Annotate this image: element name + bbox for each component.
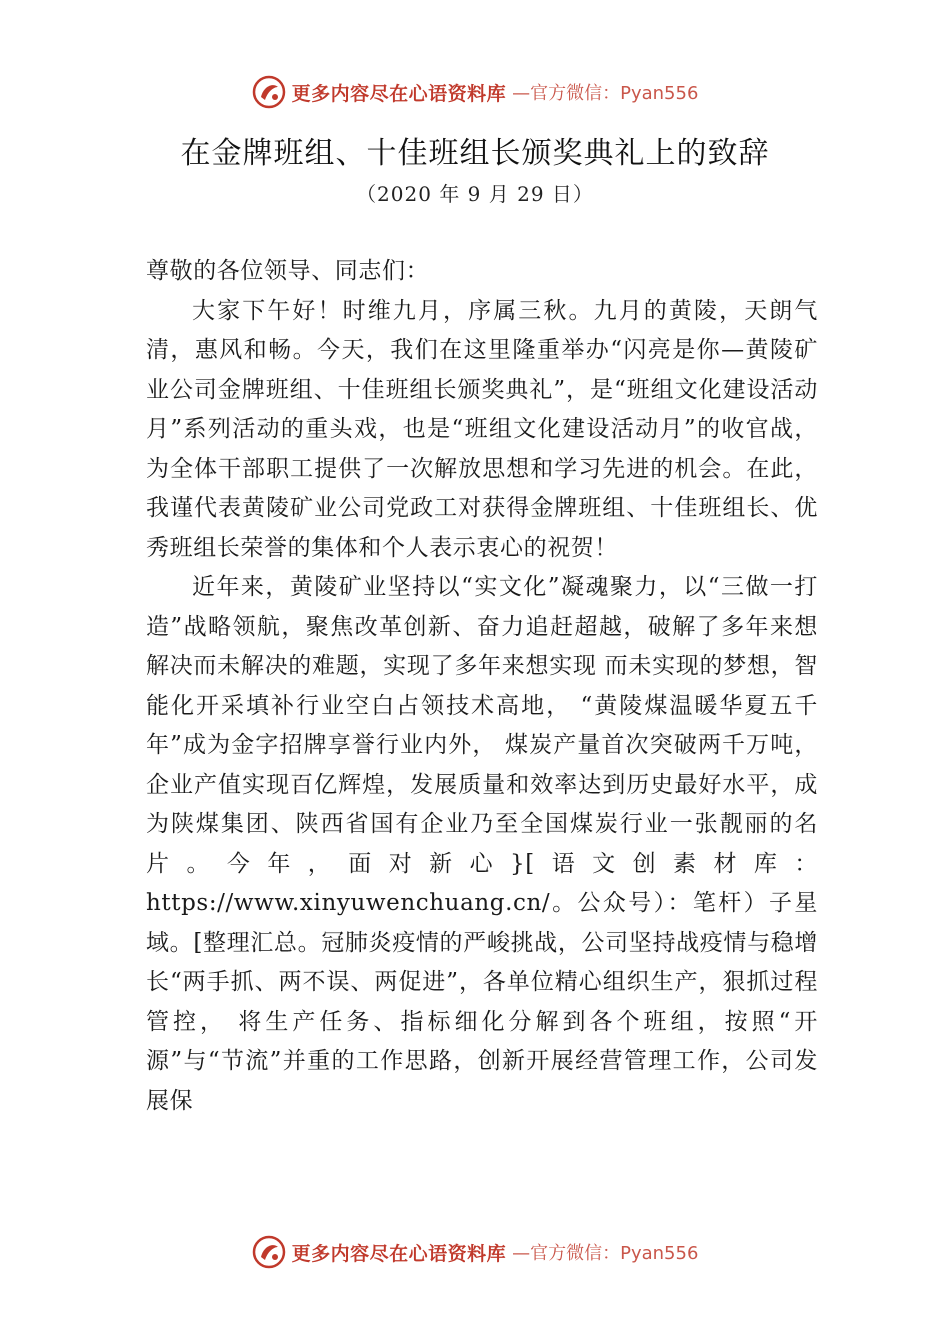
banner-wechat-text: —官方微信：Pyan556 bbox=[512, 83, 699, 104]
banner-library-text: 更多内容尽在心语资料库 bbox=[291, 82, 507, 105]
paragraph-2: 近年来，黄陵矿业坚持以“实文化”凝魂聚力，以“三做一打造”战略领航，聚焦改革创新、奋力追赶超越，破解了多年来想解决而未解决的难题，实现了多年来想实现 而未实现的梦想，智能化开采填补行业空白占领技术高地， “黄陵煤温暖华夏五千年”成为金字招牌享誉行业内外， 煤炭产量首次突破两千万吨，企业产值实现百亿辉煌，发展质量和效率达到历史最好水平，成为陕煤集团、陕西省国有企业乃至全国煤炭行业一张靓丽的名片。今年，面对新心}[语文创素材库：https://www.xinyuwenchuang.cn/。公众号）：笔杆）子星域。[整理汇总。冠肺炎疫情的严峻挑战，公司坚持战疫情与稳增长“两手抓、两不误、两促进”，各单位精心组织生产，狠抓过程管控， 将生产任务、指标细化分解到各个班组，按照“开源”与“节流”并重的工作思路，创新开展经营管理工作，公司发展保 bbox=[146, 574, 818, 1114]
document-date: （2020 年 9 月 29 日） bbox=[356, 182, 594, 206]
header-banner bbox=[0, 72, 950, 112]
footer-banner bbox=[0, 1232, 950, 1272]
document-body bbox=[146, 252, 818, 1121]
paragraph-1: 大家下午好！时维九月，序属三秋。九月的黄陵，天朗气清，惠风和畅。今天，我们在这里隆重举办“闪亮是你—黄陵矿业公司金牌班组、十佳班组长颁奖典礼”，是“班组文化建设活动月”系列活动的重头戏，也是“班组文化建设活动月”的收官战，为全体干部职工提供了一次解放思想和学习先进的机会。在此，我谨代表黄陵矿业公司党政工对获得金牌班组、十佳班组长、优秀班组长荣誉的集体和个人表示衷心的祝贺！ bbox=[146, 297, 818, 561]
banner-wechat-text: —官方微信：Pyan556 bbox=[512, 1243, 699, 1264]
brand-logo-icon bbox=[252, 1235, 286, 1269]
brand-logo-icon bbox=[252, 75, 286, 109]
banner-library-text: 更多内容尽在心语资料库 bbox=[291, 1242, 507, 1265]
document-title: 在金牌班组、十佳班组长颁奖典礼上的致辞 bbox=[180, 136, 770, 171]
salutation: 尊敬的各位领导、同志们： bbox=[146, 258, 430, 284]
